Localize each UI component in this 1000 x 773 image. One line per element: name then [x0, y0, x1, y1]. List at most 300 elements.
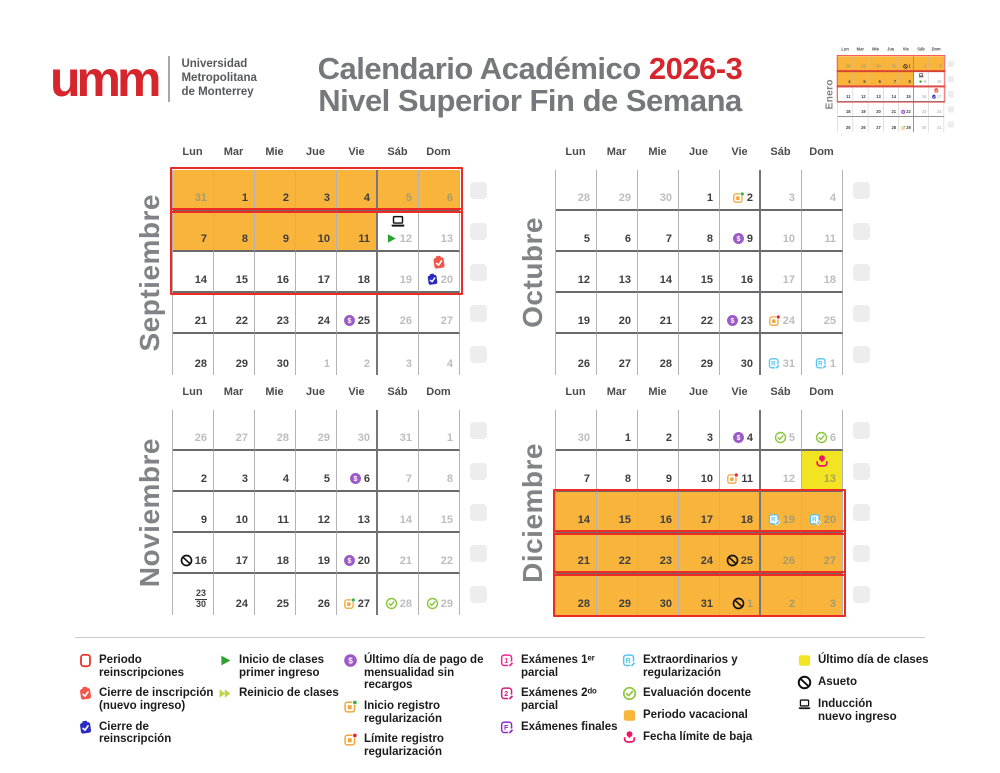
row-marker [470, 223, 487, 240]
day-number: 5 [863, 79, 866, 84]
day-cell [853, 71, 868, 86]
day-cell [255, 334, 296, 375]
day-number: 23 [659, 555, 672, 567]
day-number: 19 [399, 274, 412, 286]
day-cell [255, 293, 296, 334]
day-cell [802, 334, 843, 375]
legend-item [622, 654, 797, 679]
day-cell [761, 211, 802, 252]
day-number: 12 [317, 514, 330, 526]
day-number: 1 [706, 192, 713, 204]
day-cell [255, 252, 296, 293]
day-number: 1 [323, 358, 330, 370]
day-number: 2 [665, 432, 672, 444]
legend-item [78, 654, 218, 679]
day-cell [883, 102, 898, 117]
day-number: 22 [906, 109, 911, 115]
day-pre-icons [732, 431, 745, 444]
reinsc-close-icon [78, 720, 93, 735]
legend-column [78, 654, 218, 766]
day-cell [802, 252, 843, 293]
day-number: 26 [782, 555, 795, 567]
day-number: 31 [194, 192, 207, 204]
day-cell [419, 492, 460, 533]
legend-label-line: Evaluación docente [643, 687, 752, 700]
day-number: 13 [618, 274, 631, 286]
day-number: 22 [235, 315, 248, 327]
day-cell [296, 293, 337, 334]
day-number: 11 [741, 473, 753, 485]
day-cell [853, 117, 868, 132]
calendar-oct [513, 145, 875, 377]
day-cell [761, 170, 802, 211]
legend-item [797, 654, 937, 668]
day-number: 8 [624, 473, 631, 485]
day-number: 12 [577, 274, 590, 286]
day-cell [337, 492, 378, 533]
day-cell [337, 451, 378, 492]
day-cell [419, 574, 460, 615]
day-cell [802, 170, 843, 211]
day-pre-icons [768, 357, 781, 370]
reg-close-icon [768, 314, 781, 327]
day-number: 7 [583, 473, 590, 485]
period-frame-icon [78, 653, 93, 668]
day-cell [868, 71, 883, 86]
day-number: 15 [440, 514, 453, 526]
eval-icon [815, 431, 828, 444]
day-cell [296, 211, 337, 252]
day-number: 12 [782, 473, 795, 485]
day-number: 22 [618, 555, 631, 567]
legend-item [343, 733, 500, 758]
legend-column [218, 654, 343, 766]
row-marker [470, 264, 487, 281]
day-number: 27 [235, 432, 248, 444]
day-cell [173, 533, 214, 574]
day-number: 30 [740, 358, 753, 370]
legend-item [797, 676, 937, 690]
day-cell [761, 293, 802, 334]
day-number: 21 [399, 555, 412, 567]
legend-label-line: nuevo ingreso [818, 710, 897, 723]
day-cell [679, 451, 720, 492]
row-marker [948, 106, 954, 112]
day-number: 30 [876, 64, 881, 69]
legend-item [500, 654, 622, 679]
examf-icon [500, 720, 515, 735]
row-marker [470, 463, 487, 480]
legend-label-line: Inducción [818, 698, 873, 710]
day-cell [337, 211, 378, 252]
legend-column [622, 654, 797, 766]
day-number: 14 [891, 94, 896, 100]
day-cell [173, 410, 214, 451]
eval-icon [774, 431, 787, 444]
day-header: Sáb [387, 146, 408, 158]
day-cell [853, 56, 868, 71]
day-number: 14 [194, 274, 207, 286]
row-marker [853, 305, 870, 322]
day-number: 2 [282, 192, 289, 204]
day-number: 24 [936, 109, 942, 115]
day-cell [638, 451, 679, 492]
day-cell [899, 56, 914, 71]
svg-text:$: $ [347, 316, 352, 325]
day-cell [173, 293, 214, 334]
day-pre-icons [919, 79, 927, 84]
legend-label-line: (nuevo ingreso) [99, 699, 186, 712]
day-cell [556, 334, 597, 375]
day-number: 15 [235, 274, 248, 286]
day-number: 22 [440, 555, 453, 567]
day-cell [173, 334, 214, 375]
day-cell [929, 56, 944, 71]
day-header: Mar [856, 47, 864, 52]
day-number: 7 [893, 79, 896, 84]
money-icon [726, 314, 739, 327]
day-cell [868, 87, 883, 102]
day-cell [173, 252, 214, 293]
day-cell [556, 211, 597, 252]
month-grid [838, 56, 945, 132]
day-number: 26 [861, 125, 866, 131]
day-cell [868, 56, 883, 71]
day-number: 19 [782, 514, 795, 526]
day-number: 31 [891, 64, 896, 69]
lastday-swatch-icon [797, 653, 812, 668]
laptop-icon [918, 73, 924, 79]
day-number: 31 [399, 432, 412, 444]
row-marker [853, 463, 870, 480]
day-cell [679, 252, 720, 293]
laptop-icon [390, 214, 407, 229]
day-cell [761, 574, 802, 615]
day-cell [296, 334, 337, 375]
day-number: 26 [577, 358, 590, 370]
day-number: 1 [624, 432, 631, 444]
day-cell [914, 102, 929, 117]
day-header: Dom [931, 47, 941, 52]
row-marker [948, 121, 954, 127]
day-cell [868, 117, 883, 132]
row-marker [470, 346, 487, 363]
legend-label-line: Cierre de reinscripción [99, 720, 172, 746]
month-label-text: Octubre [517, 217, 548, 328]
day-number: 17 [700, 514, 713, 526]
day-cell [556, 492, 597, 533]
month-label-text: Diciembre [517, 442, 548, 583]
day-cell [802, 533, 843, 574]
day-number: 27 [440, 315, 453, 327]
day-header: Dom [809, 386, 834, 398]
day-cell [255, 170, 296, 211]
svg-text:R: R [818, 360, 823, 368]
extra-icon [809, 513, 822, 526]
day-cell [838, 102, 853, 117]
row-marker [948, 61, 954, 67]
day-cell [214, 334, 255, 375]
day-cell [214, 574, 255, 615]
reg-open-icon [343, 597, 356, 610]
day-cell [929, 117, 944, 132]
day-cell [337, 574, 378, 615]
legend-label [364, 700, 500, 725]
day-cell [378, 451, 419, 492]
day-header: Sáb [387, 386, 408, 398]
day-number: 29 [440, 598, 453, 610]
day-number: 6 [829, 432, 836, 444]
day-number: 25 [823, 315, 836, 327]
legend-label [643, 731, 752, 744]
day-cell [378, 533, 419, 574]
day-cell [597, 451, 638, 492]
day-header: Lun [565, 386, 586, 398]
day-number: 31 [936, 125, 942, 131]
day-number: 1 [241, 192, 248, 204]
legend-label-line: Cierre de inscripción [99, 687, 214, 700]
day-number: 30 [921, 125, 927, 131]
day-number: 31 [700, 598, 713, 610]
day-number: 23 [276, 315, 289, 327]
day-pre-icons [343, 597, 356, 610]
day-number: 2 [788, 598, 795, 610]
day-pre-icons [349, 472, 362, 485]
row-marker [470, 545, 487, 562]
day-header: Lun [182, 386, 203, 398]
day-cell [802, 293, 843, 334]
day-cell [378, 293, 419, 334]
day-number: 20 [823, 514, 836, 526]
day-number: 7 [200, 233, 207, 245]
legend-label-line: Último día de clases [818, 654, 929, 666]
legend-label-line: primer ingreso [239, 666, 320, 679]
day-cell [679, 293, 720, 334]
reg-open-icon [343, 699, 358, 714]
day-header: Mar [606, 146, 627, 158]
day-number: 26 [194, 432, 207, 444]
day-cell [296, 252, 337, 293]
day-cell [597, 574, 638, 615]
day-cell [597, 492, 638, 533]
day-cell [883, 87, 898, 102]
svg-text:$: $ [736, 433, 741, 442]
legend-label-line: Fecha límite de baja [643, 731, 753, 744]
title-line-2: Nivel Superior Fin de Semana [318, 83, 742, 119]
day-cell [720, 293, 761, 334]
day-number: 5 [788, 432, 795, 444]
day-number: 27 [823, 555, 836, 567]
legend-label [521, 721, 618, 734]
day-number: 3 [788, 192, 795, 204]
day-cell [214, 252, 255, 293]
day-number: 13 [823, 473, 836, 485]
day-cell [255, 211, 296, 252]
day-number: 2 [746, 192, 753, 204]
day-cell [638, 293, 679, 334]
day-pre-icons [931, 94, 936, 99]
university-name-line: de Monterrey [181, 85, 254, 98]
legend-label-line: Exámenes 1ᵉʳ parcial [521, 654, 595, 679]
day-number: 13 [357, 514, 370, 526]
day-cell [378, 574, 419, 615]
day-number: 1 [908, 64, 911, 69]
day-pre-icons [815, 431, 828, 444]
day-number: 18 [276, 555, 289, 567]
day-number: 3 [939, 64, 942, 69]
day-number: 15 [618, 514, 631, 526]
legend-item [622, 687, 797, 701]
legend-label [643, 687, 751, 700]
day-cell [899, 71, 914, 86]
day-cell [255, 574, 296, 615]
day-number: 6 [624, 233, 631, 245]
month-label [822, 56, 837, 132]
legend-label [99, 687, 213, 712]
day-number: 28 [891, 125, 896, 131]
day-cell [337, 410, 378, 451]
calendar-nov [130, 385, 492, 617]
legend-label-line: Inicio de clases [239, 654, 325, 666]
day-number: 17 [235, 555, 248, 567]
day-cell [597, 533, 638, 574]
day-cell [214, 170, 255, 211]
legend-label [643, 654, 797, 679]
day-cell [214, 533, 255, 574]
legend-item [218, 687, 343, 701]
day-header: Jue [887, 47, 895, 52]
row-marker [470, 305, 487, 322]
day-number: 25 [740, 555, 753, 567]
day-number: 19 [861, 109, 866, 115]
insc-close-icon [78, 686, 93, 701]
day-cell [720, 252, 761, 293]
day-cell [638, 574, 679, 615]
eval-icon [385, 597, 398, 610]
reg-open-icon [901, 125, 906, 130]
day-number: 24 [782, 315, 795, 327]
day-header: Mie [648, 146, 667, 158]
day-number: 6 [878, 79, 881, 84]
day-cell [802, 451, 843, 492]
day-number: 24 [317, 315, 330, 327]
day-header: Mar [606, 386, 627, 398]
day-cell [255, 451, 296, 492]
day-cell [929, 71, 944, 86]
day-number: 31 [782, 358, 795, 370]
day-number: 6 [446, 192, 453, 204]
day-cell [929, 87, 944, 102]
row-marker [853, 504, 870, 521]
legend [78, 654, 937, 766]
row-marker [853, 586, 870, 603]
legend-label-line: Exámenes 2ᵈᵒ parcial [521, 687, 597, 712]
day-cell [638, 211, 679, 252]
day-number: 8 [241, 233, 248, 245]
svg-text:$: $ [353, 474, 358, 483]
day-cell [720, 574, 761, 615]
day-number: 25 [357, 315, 370, 327]
day-cell [597, 334, 638, 375]
baja-icon [815, 454, 830, 469]
day-number: 2 [200, 473, 207, 485]
day-number: 22 [700, 315, 713, 327]
day-number: 14 [577, 514, 590, 526]
laptop-icon [797, 697, 812, 712]
svg-text:R: R [625, 656, 631, 665]
reinsc-close-icon [931, 94, 936, 99]
day-cell [761, 492, 802, 533]
money-icon [732, 431, 745, 444]
day-cell [597, 252, 638, 293]
day-number: 28 [845, 64, 851, 69]
day-pre-icons [726, 314, 739, 327]
day-number: 6 [363, 473, 370, 485]
day-cell [173, 451, 214, 492]
calendar-ene [822, 47, 956, 133]
extra-icon [622, 653, 637, 668]
day-number: 19 [577, 315, 590, 327]
row-marker [948, 76, 954, 82]
day-number: 14 [659, 274, 672, 286]
day-cell [802, 211, 843, 252]
day-number: 21 [891, 109, 896, 115]
day-number: 19 [317, 555, 330, 567]
day-number: 29 [618, 598, 631, 610]
legend-label [364, 733, 500, 758]
day-number: 1 [829, 358, 836, 370]
day-number: 20 [357, 555, 370, 567]
extra-icon [815, 357, 828, 370]
calendar-sep [130, 145, 492, 377]
day-cell [378, 252, 419, 293]
day-cell [337, 533, 378, 574]
day-cell [597, 211, 638, 252]
day-header: Jue [306, 386, 325, 398]
day-number: 8 [446, 473, 453, 485]
day-cell [378, 334, 419, 375]
legend-label-line: Periodo vacacional [643, 709, 748, 722]
day-cell [296, 410, 337, 451]
day-pre-icons [809, 513, 822, 526]
day-pre-icons [385, 597, 398, 610]
row-marker [853, 223, 870, 240]
day-pre-icons [732, 191, 745, 204]
day-cell [720, 451, 761, 492]
day-number: 3 [829, 598, 836, 610]
day-cell [761, 451, 802, 492]
legend-label [364, 654, 500, 692]
day-cell [720, 211, 761, 252]
day-header: Sáb [917, 47, 925, 52]
day-pre-icons [901, 110, 906, 115]
legend-item [622, 731, 797, 745]
day-cell [419, 170, 460, 211]
university-name-line: Universidad [181, 58, 248, 71]
day-cell [419, 252, 460, 293]
day-number: 4 [282, 473, 289, 485]
legend-item [500, 721, 622, 735]
day-cell [720, 410, 761, 451]
day-header: Jue [689, 146, 708, 158]
legend-label-line: mensualidad sin recargos [364, 666, 455, 692]
day-number: 11 [277, 514, 289, 526]
ff-icon [218, 686, 233, 701]
day-number: 30 [357, 432, 370, 444]
money-icon [349, 472, 362, 485]
row-marker [853, 182, 870, 199]
day-cell [556, 293, 597, 334]
